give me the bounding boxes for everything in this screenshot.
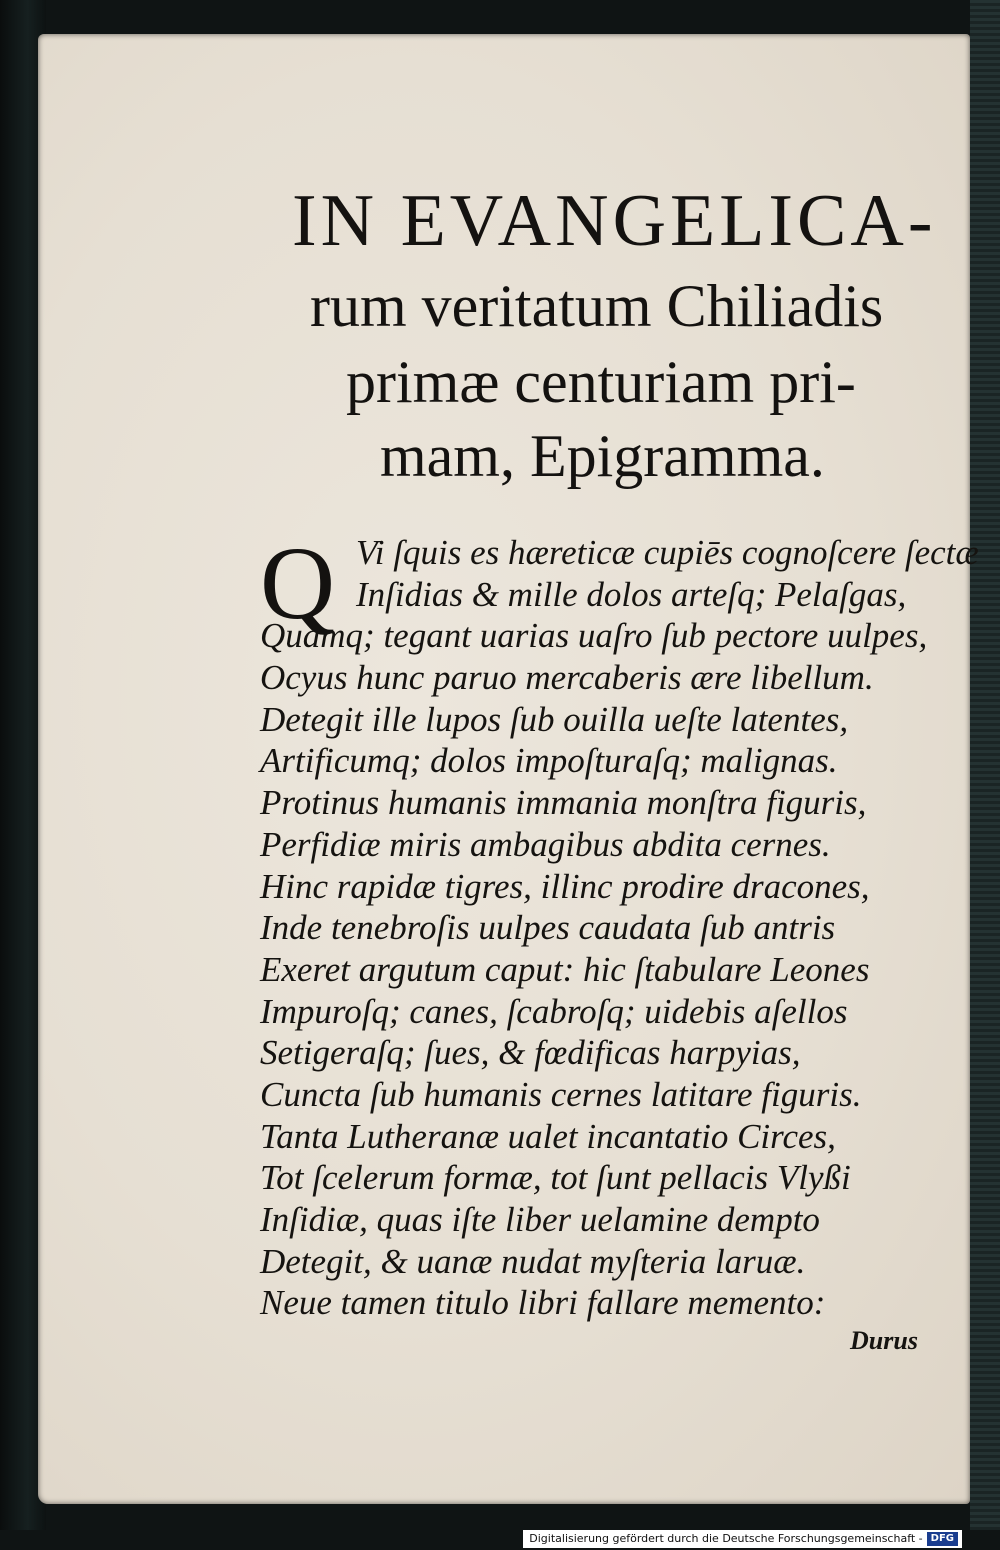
verse-line: Detegit ille lupos ſub ouilla ueſte latentes, bbox=[260, 699, 849, 739]
verse-line: Hinc rapidæ tigres, illinc prodire dracones, bbox=[260, 866, 870, 906]
verse-line: Impuroſq; canes, ſcabroſq; uidebis aſellos bbox=[260, 991, 848, 1031]
drop-capital: Q bbox=[260, 526, 336, 641]
title-line-1: IN EVANGELICA- bbox=[292, 180, 937, 262]
verse-line: Tanta Lutheranæ ualet incantatio Circes, bbox=[260, 1116, 836, 1156]
title-line-4: mam, Epigramma. bbox=[380, 423, 825, 489]
verse-line: Inde tenebroſis uulpes caudata ſub antris bbox=[260, 908, 836, 948]
digitization-credit bbox=[523, 1530, 962, 1548]
verse-line: Cuncta ſub humanis cernes latitare figuris. bbox=[260, 1074, 862, 1114]
verse-line: Perfidiæ miris ambagibus abdita cernes. bbox=[260, 824, 831, 864]
title-line-3: primæ centuriam pri- bbox=[346, 349, 856, 415]
title-block bbox=[258, 180, 958, 489]
verse-line: Tot ſcelerum formæ, tot ſunt pellacis Vlyßi bbox=[260, 1158, 851, 1198]
verse-line: Ocyus hunc paruo mercaberis ære libellum. bbox=[260, 658, 874, 698]
verse-line: Vi ſquis es hæreticæ cupiēs cognoſcere ſectæ bbox=[356, 533, 979, 572]
verse-line: Inſidiæ, quas iſte liber uelamine dempto bbox=[260, 1200, 820, 1239]
epigram-verse bbox=[260, 526, 980, 1324]
book-page bbox=[38, 34, 979, 1504]
verse-line: Setigeraſq; ſues, & fœdificas harpyias, bbox=[260, 1033, 801, 1073]
verse-line: Artificumq; dolos impoſturaſq; malignas. bbox=[260, 741, 838, 781]
verse-line: Exeret argutum caput: hic ſtabulare Leones bbox=[260, 949, 870, 989]
verse-line: Protinus humanis immania monſtra figuris, bbox=[260, 783, 867, 823]
verse-line: Detegit, & uanæ nudat myſteria laruæ. bbox=[260, 1241, 806, 1281]
dfg-logo-icon: DFG bbox=[927, 1532, 958, 1546]
catchword: Durus bbox=[850, 1326, 918, 1355]
title-line-2: rum veritatum Chiliadis bbox=[310, 273, 884, 339]
verse-line: Quamq; tegant uarias uaſro ſub pectore uulpes, bbox=[260, 616, 928, 656]
verse-line: Neue tamen titulo libri fallare memento: bbox=[260, 1283, 826, 1323]
credit-text: Digitalisierung gefördert durch die Deutsche Forschungsgemeinschaft - bbox=[529, 1532, 923, 1545]
verse-line: Inſidias & mille dolos arteſq; Pelaſgas, bbox=[356, 574, 907, 614]
